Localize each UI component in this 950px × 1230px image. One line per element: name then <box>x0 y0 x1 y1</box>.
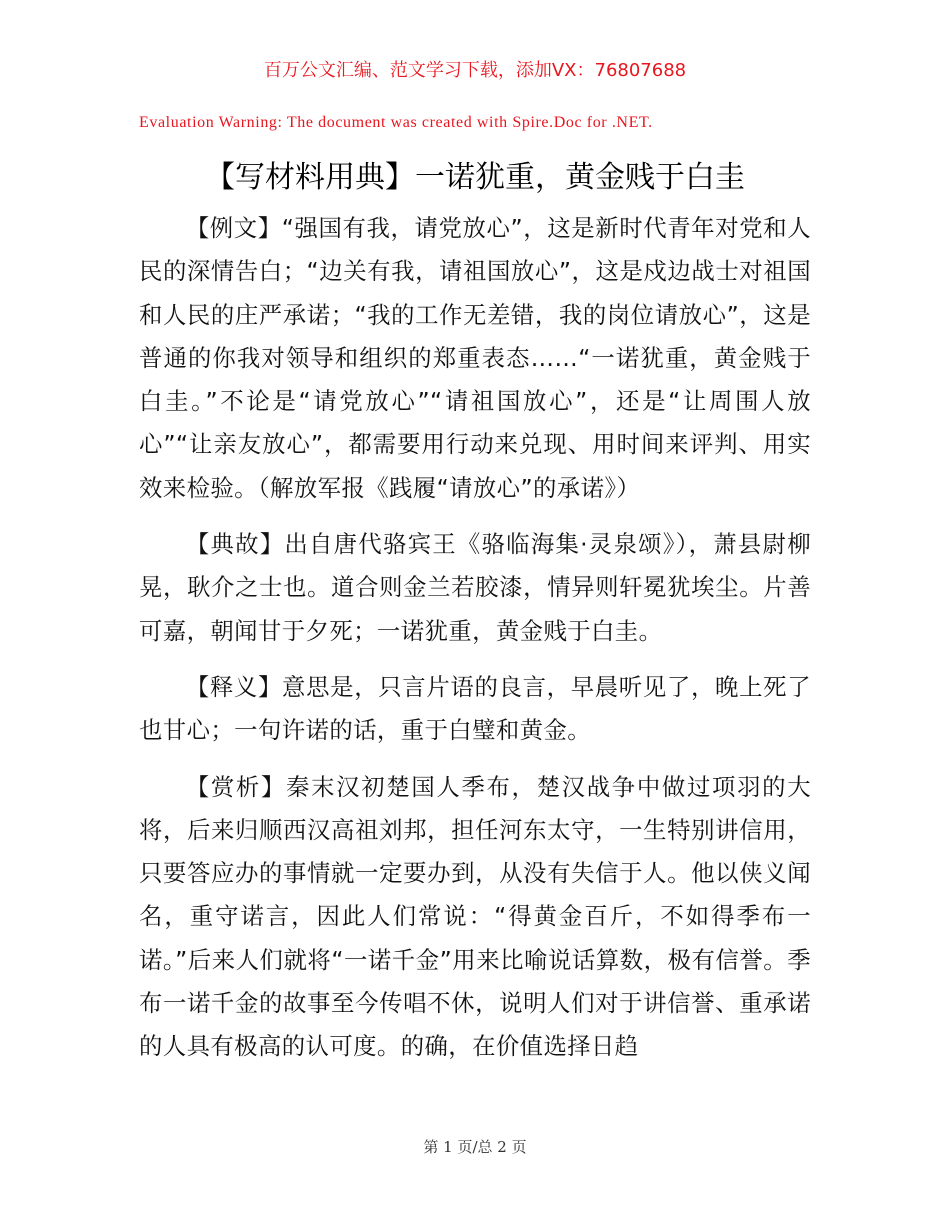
section-tag-allusion: 【典故】 <box>185 530 285 559</box>
paragraph-text: 意思是，只言片语的良言，早晨听见了，晚上死了也甘心；一句许诺的话，重于白璧和黄金。 <box>139 672 811 745</box>
page-number-indicator: 第 1 页/总 2 页 <box>423 1138 527 1156</box>
section-tag-example: 【例文】 <box>185 214 282 242</box>
paragraph-text: 出自唐代骆宾王《骆临海集·灵泉颂》），萧县尉柳晃，耿介之士也。道合则金兰若胶漆，情异则轩冕犹埃尘。片善可嘉，朝闻甘于夕死；一诺犹重，黄金贱于白圭。 <box>139 530 811 645</box>
promo-header: 百万公文汇编、范文学习下载，添加VX：76807688 <box>263 60 687 81</box>
document-title: 【写材料用典】一诺犹重，黄金贱于白圭 <box>205 160 745 195</box>
section-tag-appreciation: 【赏析】 <box>185 772 287 801</box>
document-body <box>139 207 811 1082</box>
evaluation-warning: Evaluation Warning: The document was created with Spire.Doc for .NET. <box>139 114 653 131</box>
paragraph-appreciation <box>139 766 811 1069</box>
paragraph-text: “强国有我，请党放心”，这是新时代青年对党和人民的深情告白；“边关有我，请祖国放心”，这是戍边战士对祖国和人民的庄严承诺；“我的工作无差错，我的岗位请放心”，这是普通的你我对领导和组织的郑重表态……“一诺犹重，黄金贱于白圭。”不论是“请党放心”“请祖国放心”，还是“让周围人放心”“让亲友放心”，都需要用行动来兑现、用时间来评判、用实效来检验。（解放军报《践履“请放心”的承诺》） <box>139 214 811 502</box>
paragraph-example <box>139 207 811 510</box>
section-tag-meaning: 【释义】 <box>185 672 283 701</box>
paragraph-meaning <box>139 666 811 753</box>
paragraph-text: 秦末汉初楚国人季布，楚汉战争中做过项羽的大将，后来归顺西汉高祖刘邦，担任河东太守，一生特别讲信用，只要答应办的事情就一定要办到，从没有失信于人。他以侠义闻名，重守诺言，因此人们常说：“得黄金百斤，不如得季布一诺。”后来人们就将“一诺千金”用来比喻说话算数，极有信誉。季布一诺千金的故事至今传唱不休，说明人们对于讲信誉、重承诺的人具有极高的认可度。的确，在价值选择日趋 <box>139 772 811 1061</box>
paragraph-allusion <box>139 523 811 653</box>
